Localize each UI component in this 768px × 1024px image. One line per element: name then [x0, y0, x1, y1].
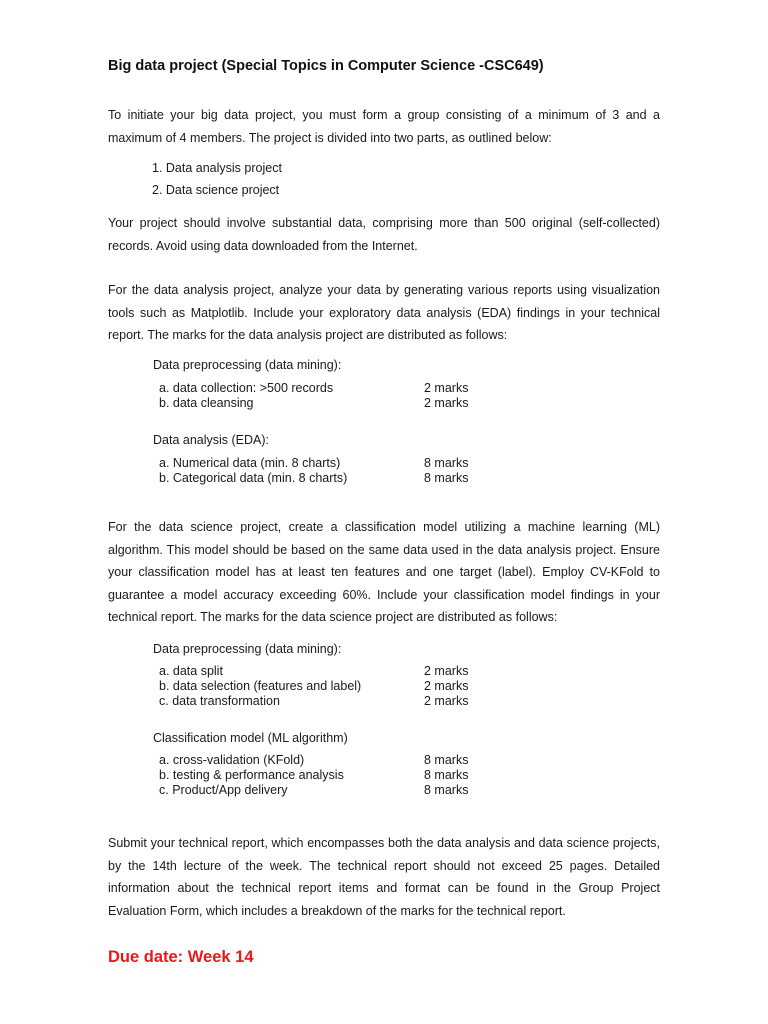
project-parts-list: [152, 157, 282, 201]
mark-value: 8 marks: [424, 768, 469, 782]
mark-item-label: b. Categorical data (min. 8 charts): [159, 471, 348, 485]
document-title: Big data project (Special Topics in Computer Science -CSC649): [108, 58, 544, 74]
mark-item-label: a. cross-validation (KFold): [159, 753, 305, 767]
data-requirement-paragraph: Your project should involve substantial data, comprising more than 500 original (self-collected) records. Avoid using data downloaded from the Internet.: [108, 216, 660, 253]
list-item: 2. Data science project: [152, 183, 280, 197]
mark-value: 2 marks: [424, 679, 469, 693]
analysis-eda-heading: Data analysis (EDA):: [153, 433, 270, 447]
mark-item-label: a. data collection: >500 records: [159, 381, 334, 395]
mark-value: 2 marks: [424, 694, 469, 708]
mark-item-label: b. data selection (features and label): [159, 679, 362, 693]
mark-value: 2 marks: [424, 396, 469, 410]
mark-value: 2 marks: [424, 664, 469, 678]
mark-value: 2 marks: [424, 381, 469, 395]
due-date: Due date: Week 14: [108, 948, 254, 966]
science-preprocessing-heading: Data preprocessing (data mining):: [153, 642, 342, 656]
analysis-paragraph: For the data analysis project, analyze your data by generating various reports using visualization tools such as Matplotlib. Include your exploratory data analysis (EDA) findings in your technical report. The marks for the data analysis project are distributed as follows:: [108, 283, 660, 342]
mark-item-label: c. data transformation: [159, 694, 280, 708]
science-paragraph: For the data science project, create a classification model utilizing a machine learning (ML) algorithm. This model should be based on the same data used in the data analysis project. Ensure your classification model has at least ten features and one target (label). Employ CV-KFold to guarantee a model accuracy exceeding 60%. Include your classification model findings in your technical report. The marks for the data science project are distributed as follows:: [108, 520, 660, 624]
classification-model-heading: Classification model (ML algorithm): [153, 731, 348, 745]
mark-item-label: a. data split: [159, 664, 223, 678]
mark-item-label: b. testing & performance analysis: [159, 768, 344, 782]
mark-value: 8 marks: [424, 456, 469, 470]
list-item: 1. Data analysis project: [152, 161, 282, 175]
mark-item-label: c. Product/App delivery: [159, 783, 288, 797]
analysis-preprocessing-heading: Data preprocessing (data mining):: [153, 358, 342, 372]
submission-paragraph: Submit your technical report, which encompasses both the data analysis and data science projects, by the 14th lecture of the week. The technical report should not exceed 25 pages. Detailed information about the technical report items and format can be found in the Group Project Evaluation Form, which includes a breakdown of the marks for the technical report.: [108, 836, 660, 918]
mark-item-label: b. data cleansing: [159, 396, 254, 410]
mark-item-label: a. Numerical data (min. 8 charts): [159, 456, 341, 470]
mark-value: 8 marks: [424, 471, 469, 485]
mark-value: 8 marks: [424, 753, 469, 767]
mark-value: 8 marks: [424, 783, 469, 797]
intro-paragraph: To initiate your big data project, you must form a group consisting of a minimum of 3 and a maximum of 4 members. The project is divided into two parts, as outlined below:: [108, 108, 660, 145]
